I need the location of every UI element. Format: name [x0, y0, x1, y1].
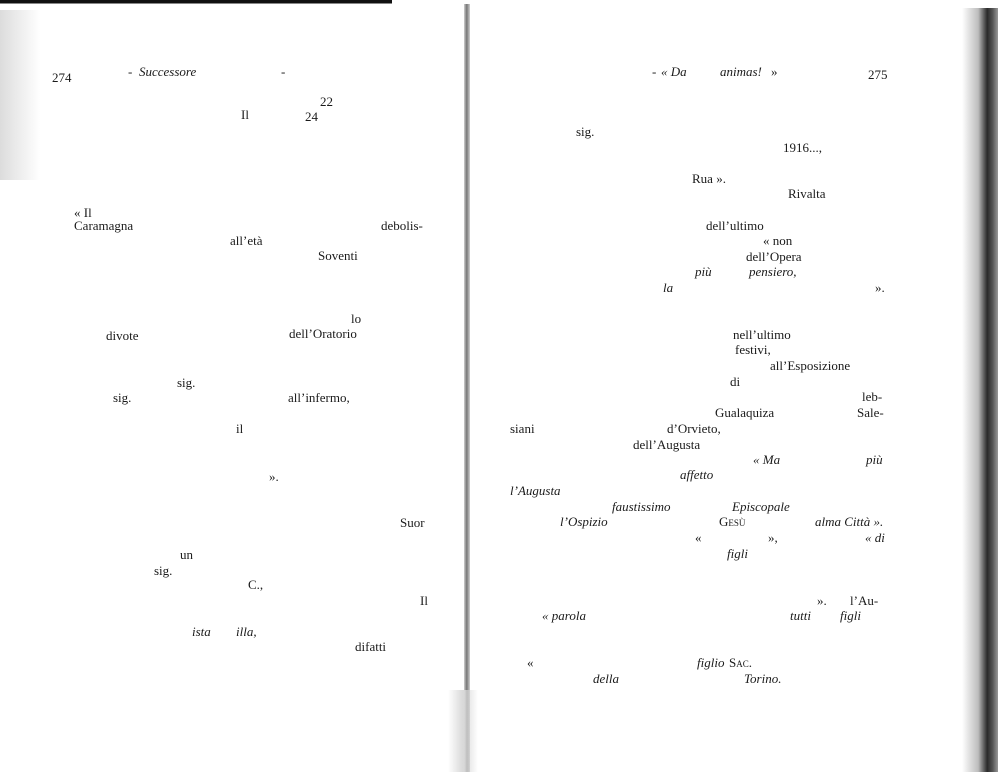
page-shading-left	[0, 10, 40, 180]
text-fragment: « non	[763, 233, 793, 248]
running-head-close: »	[771, 64, 778, 79]
text-fragment: più	[695, 264, 712, 279]
running-head-open: « Da	[661, 64, 687, 79]
text-fragment: dell’Oratorio	[289, 326, 357, 341]
page-edge-right	[962, 8, 998, 772]
text-fragment: figli	[727, 546, 748, 561]
text-fragment: Rivalta	[788, 186, 826, 201]
text-fragment: « Il	[74, 205, 92, 220]
text-fragment: illa,	[236, 624, 257, 639]
text-fragment: affetto	[680, 467, 714, 482]
text-fragment: Gesù	[719, 514, 746, 529]
running-head-dash-left: -	[128, 64, 133, 79]
text-fragment: divote	[106, 328, 139, 343]
text-fragment: sig.	[113, 390, 132, 405]
text-fragment: «	[695, 530, 702, 545]
text-fragment: debolis-	[381, 218, 423, 233]
text-fragment: sig.	[177, 375, 196, 390]
text-fragment: lo	[351, 311, 362, 326]
text-fragment: dell’ultimo	[706, 218, 764, 233]
scan-shadow-top	[0, 0, 392, 6]
text-fragment: 22	[320, 94, 333, 109]
text-fragment: Rua ».	[692, 171, 726, 186]
text-fragment: nell’ultimo	[733, 327, 791, 342]
text-fragment: 24	[305, 109, 318, 124]
text-fragment: « Ma	[753, 452, 781, 467]
text-fragment: tutti	[790, 608, 811, 623]
text-fragment: »,	[768, 530, 778, 545]
text-fragment: «	[527, 655, 534, 670]
text-fragment: alma Città ».	[815, 514, 884, 529]
text-fragment: difatti	[355, 639, 387, 654]
text-fragment: ».	[269, 469, 279, 484]
text-fragment: Episcopale	[732, 499, 790, 514]
text-fragment: figlio	[697, 655, 725, 670]
text-fragment: « parola	[542, 608, 586, 623]
text-fragment: ».	[875, 280, 885, 295]
text-fragment: Sac.	[729, 655, 752, 670]
text-fragment: Il	[241, 107, 249, 122]
text-fragment: leb-	[862, 389, 883, 404]
text-fragment: « di	[865, 530, 885, 545]
text-fragment: pensiero,	[749, 264, 797, 279]
text-fragment: d’Orvieto,	[667, 421, 721, 436]
text-fragment: C.,	[248, 577, 264, 592]
text-fragment: all’infermo,	[288, 390, 350, 405]
text-fragment: ».	[817, 593, 827, 608]
text-fragment: il	[236, 421, 244, 436]
text-fragment: sig.	[576, 124, 595, 139]
text-fragment: all’Esposizione	[770, 358, 851, 373]
text-fragment: più	[866, 452, 883, 467]
text-fragment: all’età	[230, 233, 263, 248]
book-gutter	[464, 4, 470, 772]
text-fragment: l’Au-	[850, 593, 879, 608]
text-fragment: della	[593, 671, 619, 686]
running-head-left: Successore	[139, 64, 197, 79]
page-shading-gutter	[448, 690, 478, 772]
page-number-right: 275	[868, 67, 888, 82]
text-fragment: ista	[192, 624, 211, 639]
text-fragment: dell’Opera	[746, 249, 802, 264]
text-fragment: figli	[840, 608, 861, 623]
text-fragment: Caramagna	[74, 218, 134, 233]
text-fragment: Torino.	[744, 671, 782, 686]
text-fragment: un	[180, 547, 193, 562]
running-head-right: animas!	[720, 64, 762, 79]
text-fragment: Suor	[400, 515, 425, 530]
text-fragment: l’Augusta	[510, 483, 561, 498]
text-fragment: sig.	[154, 563, 173, 578]
text-fragment: Soventi	[318, 248, 358, 263]
text-fragment: l’Ospizio	[560, 514, 608, 529]
text-fragment: Gualaquiza	[715, 405, 775, 420]
text-fragment: faustissimo	[612, 499, 671, 514]
text-fragment: festivi,	[735, 342, 771, 357]
text-fragment: Il	[420, 593, 428, 608]
text-fragment: 1916...,	[783, 140, 822, 155]
text-fragment: Sale-	[857, 405, 884, 420]
text-fragment: di	[730, 374, 741, 389]
text-fragment: la	[663, 280, 674, 295]
text-fragment: dell’Augusta	[633, 437, 701, 452]
page-number-left: 274	[52, 70, 72, 85]
running-head-dash-right: -	[281, 64, 286, 79]
text-fragment: siani	[510, 421, 535, 436]
running-head-dash: -	[652, 64, 657, 79]
